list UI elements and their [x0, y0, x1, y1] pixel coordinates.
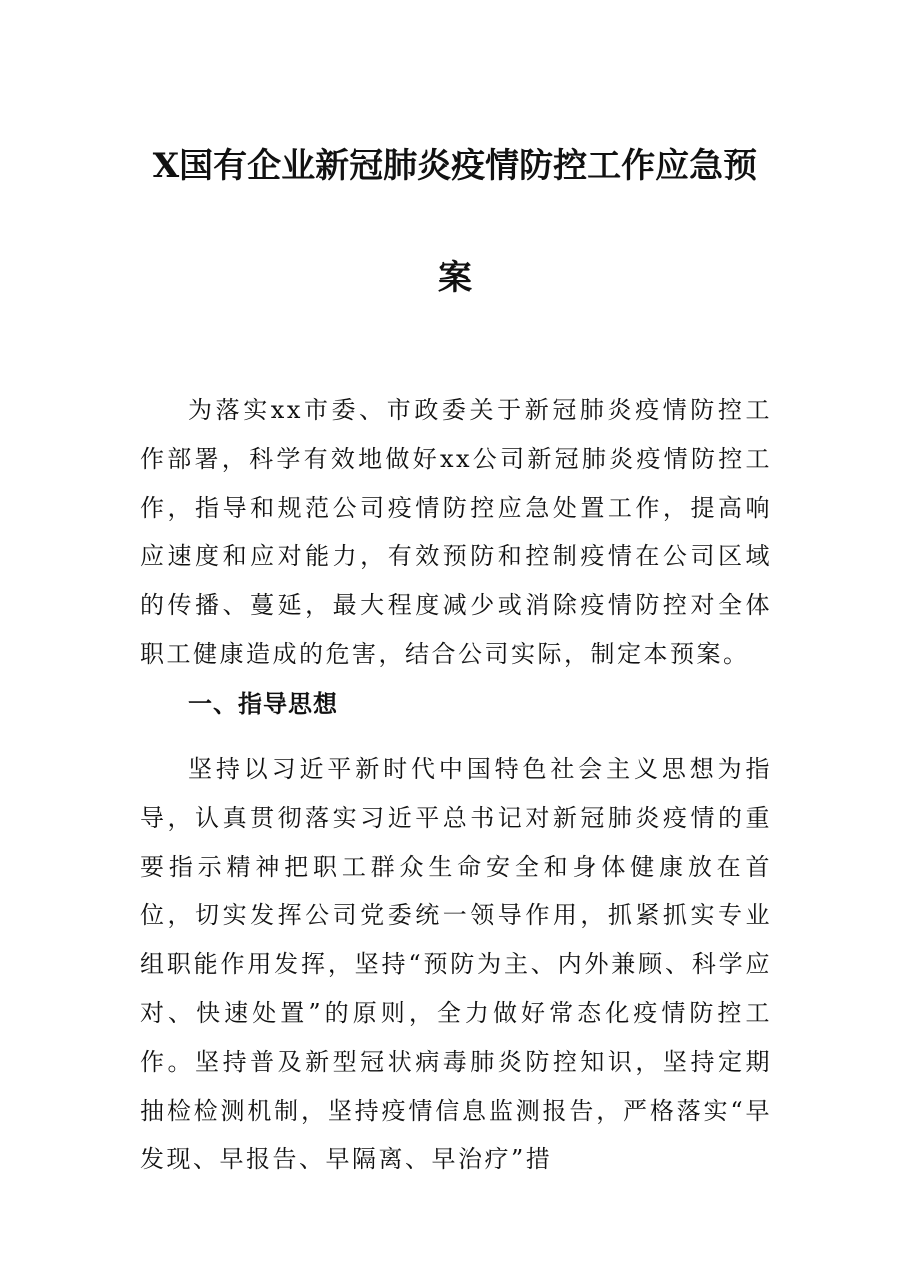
document-title-line-2: 案	[438, 258, 472, 298]
guiding-ideology-paragraph: 坚持以习近平新时代中国特色社会主义思想为指导，认真贯彻落实习近平总书记对新冠肺炎疫情的重要指示精神把职工群众生命安全和身体健康放在首位，切实发挥公司党委统一领导作用，抓紧抓实专业组职能作用发挥，坚持“预防为主、内外兼顾、科学应对、快速处置”的原则，全力做好常态化疫情防控工作。坚持普及新型冠状病毒肺炎防控知识，坚持定期抽检检测机制，坚持疫情信息监测报告，严格落实“早发现、早报告、早隔离、早治疗”措	[140, 755, 772, 1174]
document-title-line-1: X国有企业新冠肺炎疫情防控工作应急预	[152, 146, 758, 186]
intro-paragraph: 为落实xx市委、市政委关于新冠肺炎疫情防控工作部署，科学有效地做好xx公司新冠肺炎疫情防控工作，指导和规范公司疫情防控应急处置工作，提高响应速度和应对能力，有效预防和控制疫情在公司区域的传播、蔓延，最大程度减少或消除疫情防控对全体职工健康造成的危害，结合公司实际，制定本预案。	[140, 396, 772, 668]
section-heading-guiding-ideology: 一、指导思想	[188, 689, 338, 718]
